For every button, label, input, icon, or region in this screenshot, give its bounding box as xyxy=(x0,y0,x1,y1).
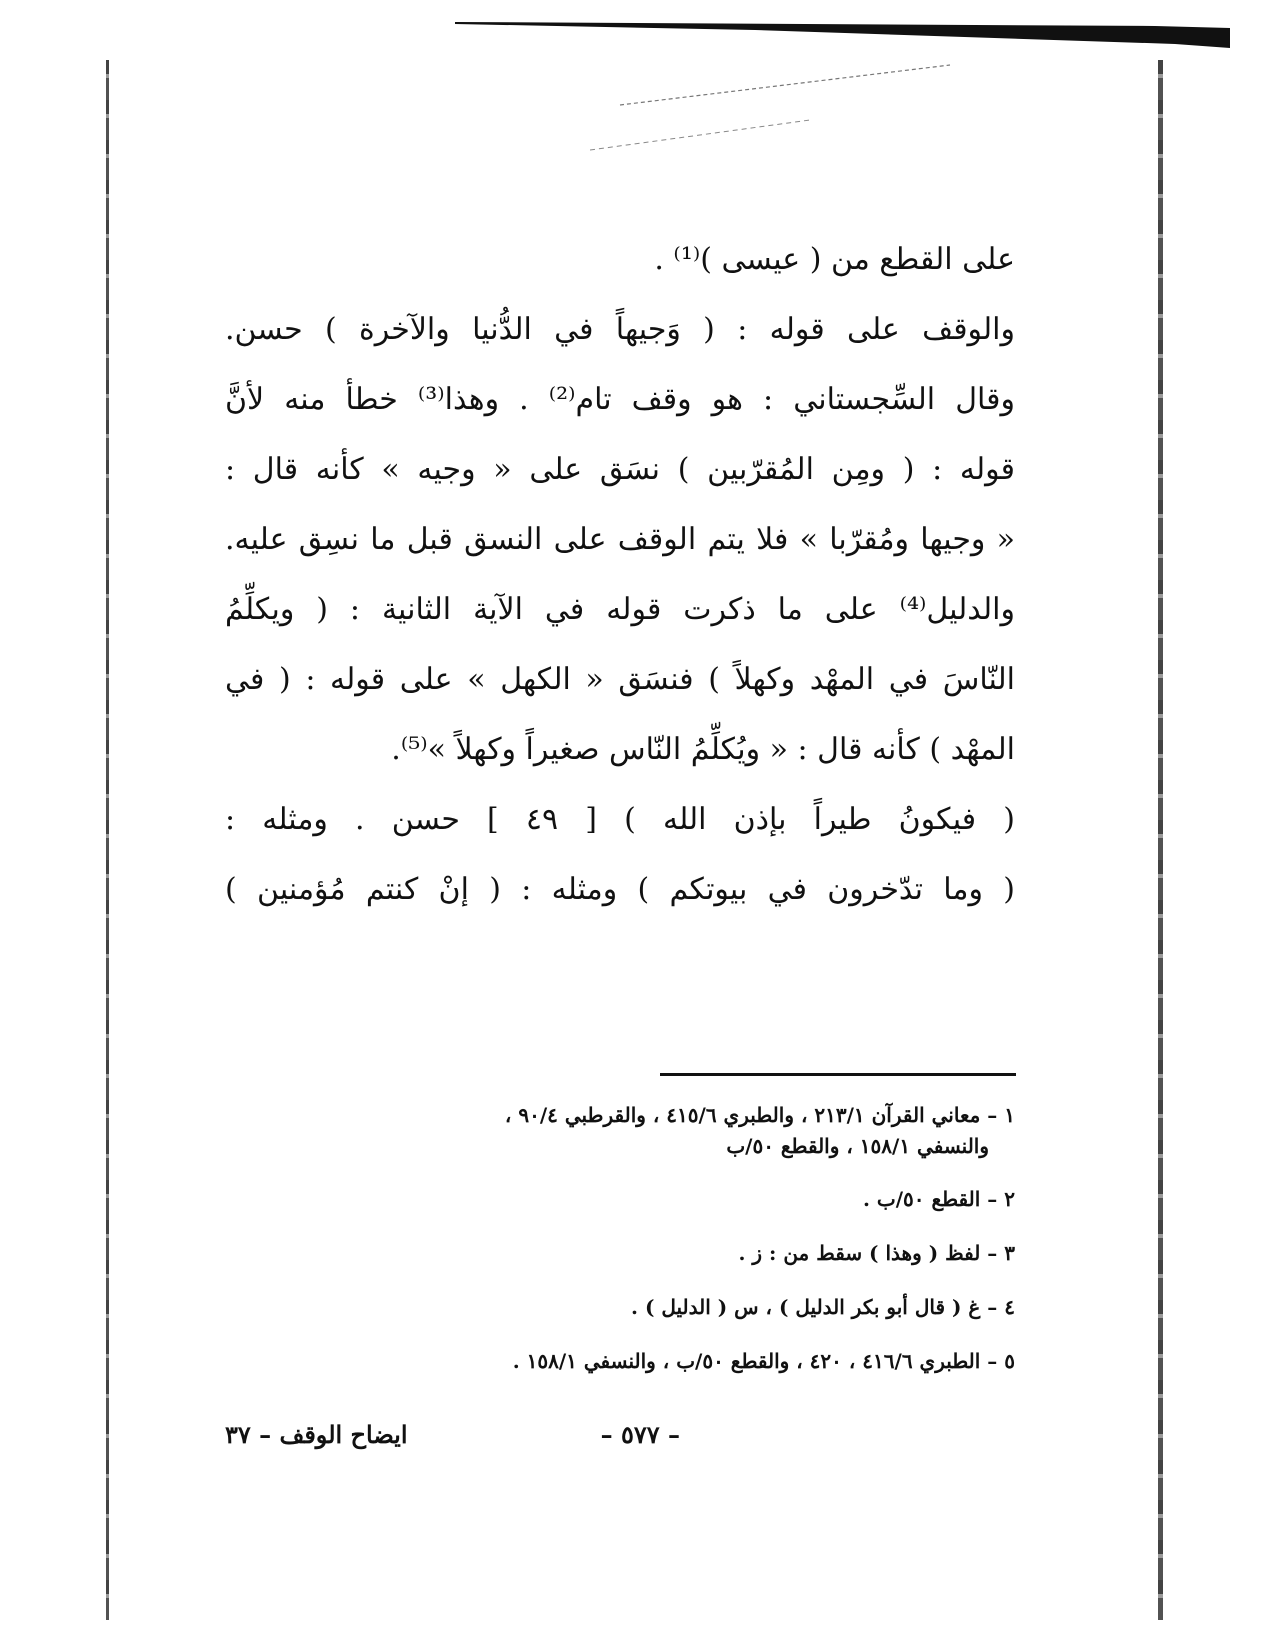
page-number: – ٥٧٧ – xyxy=(600,1420,680,1449)
text-line: « وجيها ومُقرّبا » فلا يتم الوقف على النسق قبل ما نسِق عليه. xyxy=(225,522,1015,557)
footnote-2: ٢ – القطع ٥٠/ب . xyxy=(862,1187,1015,1211)
text-line: على القطع من ( عيسى )⁽¹⁾ . xyxy=(654,242,1015,277)
footnote-1-continuation: والنسفي ١٥٨/١ ، والقطع ٥٠/ب xyxy=(726,1134,989,1158)
page-footer xyxy=(225,1420,1015,1460)
text-line: ( وما تدّخرون في بيوتكم ) ومثله : ( إنْ كنتم مُؤمنين ) xyxy=(225,872,1015,907)
text-line: والوقف على قوله : ( وَجيهاً في الدُّنيا والآخرة ) حسن. xyxy=(225,312,1015,347)
main-text-block xyxy=(225,225,1015,925)
footnote-3: ٣ – لفظ ( وهذا ) سقط من : ز . xyxy=(738,1241,1015,1265)
footnotes-block xyxy=(225,1088,1015,1388)
text-line: والدليل⁽⁴⁾ على ما ذكرت قوله في الآية الثانية : ( ويكلِّمُ xyxy=(225,592,1015,627)
footnote-4: ٤ – غ ( قال أبو بكر الدليل ) ، س ( الدليل ) . xyxy=(631,1295,1015,1319)
scan-top-shadow xyxy=(455,14,1230,54)
scan-streaks xyxy=(590,60,1010,160)
text-line: ( فيكونُ طيراً بإذن الله ) [ ٤٩ ] حسن . ومثله : xyxy=(225,802,1015,837)
footnote-5: ٥ – الطبري ٤١٦/٦ ، ٤٢٠ ، والقطع ٥٠/ب ، والنسفي ١٥٨/١ . xyxy=(512,1349,1015,1373)
text-line: النّاسَ في المهْد وكهلاً ) فنسَق « الكهل » على قوله : ( في xyxy=(225,662,1015,697)
scan-left-edge xyxy=(106,60,109,1620)
text-line: المهْد ) كأنه قال : « ويُكلِّمُ النّاس صغيراً وكهلاً »⁽⁵⁾. xyxy=(391,732,1015,767)
scan-right-edge xyxy=(1158,60,1163,1620)
footnote-1: ١ – معاني القرآن ٢١٣/١ ، والطبري ٤١٥/٦ ، والقرطبي ٩٠/٤ ، xyxy=(504,1103,1015,1127)
text-line: وقال السِّجستاني : هو وقف تام⁽²⁾ . وهذا⁽³⁾ خطأ منه لأنَّ xyxy=(225,382,1015,417)
text-line: قوله : ( ومِن المُقرّبين ) نسَق على « وجيه » كأنه قال : xyxy=(225,452,1015,487)
running-head: ايضاح الوقف – ٣٧ xyxy=(225,1420,408,1449)
footnote-divider xyxy=(660,1073,1016,1076)
